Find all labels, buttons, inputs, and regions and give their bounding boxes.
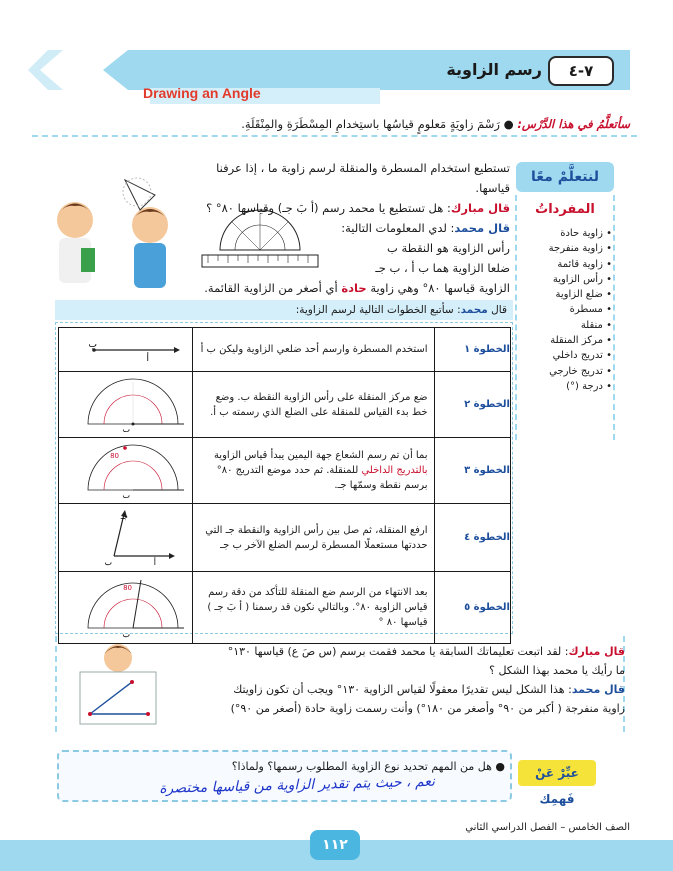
steps-header-text: : سأتبع الخطوات التالية لرسم الزاوية: [295, 304, 461, 316]
vocab-item: • ضلع الزاوية [520, 287, 612, 302]
step1-figure [74, 328, 192, 366]
express-tag: عبِّرْ عَنْ فَهمِك [518, 760, 596, 786]
intro-line [180, 198, 510, 218]
table-row [59, 572, 511, 644]
step-text-part: بما أن تم رسم الشعاع جهة اليمين يبدأ قياس الزاوية [213, 450, 428, 461]
label-80: 80 [109, 452, 119, 460]
intro-line [180, 218, 510, 238]
step4-figure [74, 504, 192, 566]
table-row [59, 328, 511, 372]
vocab-item: • درجة (°) [520, 379, 612, 394]
step5-figure [74, 572, 192, 638]
vocab-title: المفرداتُ [535, 202, 595, 217]
dialogue-line: ما رأيك يا محمد بهذا الشكل ؟ [489, 664, 625, 677]
step-text: ارفع المنقلة، ثم صل بين رأس الزاوية والنقطة جـ التي حددتها مستعملًا المسطرة لرسم الضلع الآخر ب جـ [192, 504, 434, 572]
intro-line: رأس الزاوية هو النقطة ب [387, 241, 510, 255]
step-text: بعد الانتهاء من الرسم ضع المنقلة للتأكد من دقة رسم قياس الزاوية ٨٠°. وبالتالي نكون قد رسمنا ( أ بَ جـ ) قياسها ٨٠ ° [192, 572, 434, 644]
step-figure [59, 438, 193, 504]
speaker-mubarak: قال مبارك [450, 201, 510, 215]
intro-line-text: : لدي المعلومات التالية: [341, 221, 455, 235]
inner-scale-term: بالتدريج الداخلي [361, 465, 428, 476]
objective-label: سأتعلَّمُ في هذا الدَّرْس: [517, 117, 630, 131]
steps-header-prefix: قال [491, 304, 507, 316]
step-text [192, 438, 434, 504]
speaker-mohamed: قال محمد [454, 221, 510, 235]
step-label: الخطوة ٤ [434, 504, 510, 572]
label-c: جـ [120, 512, 128, 521]
label-b: ب [122, 425, 130, 432]
step2-figure [74, 372, 192, 432]
step-figure [59, 504, 193, 572]
vocab-item: • زاوية منفرجة [520, 241, 612, 256]
step-text: استخدم المسطرة وارسم أحد ضلعي الزاوية وليكن ب أ [192, 328, 434, 372]
label-a: أ [146, 354, 149, 364]
label-b: ب [104, 558, 112, 566]
label-a: أ [153, 558, 156, 566]
vocab-item: • رأس الزاوية [520, 272, 612, 287]
express-question: ● هل من المهم تحديد نوع الزاوية المطلوب رسمها؟ ولماذا؟ [231, 760, 505, 773]
step-figure [59, 328, 193, 372]
table-row [59, 438, 511, 504]
boy-with-board-illustration [68, 640, 168, 728]
step-figure [59, 372, 193, 438]
header-chevrons [28, 50, 158, 90]
step-text-part: للمنقلة. ثم حدد موضع التدريج ٨٠° برسم نقطة وسمّها جـ. [216, 465, 428, 491]
lesson-title: رسم الزاوية [446, 60, 542, 79]
speaker-mohamed: محمد [460, 304, 488, 316]
footer-grade: الصف الخامس – الفصل الدراسي الثاني [465, 822, 630, 833]
divider [32, 135, 637, 137]
lesson-title-en: Drawing an Angle [143, 85, 261, 101]
vocab-list [520, 226, 612, 394]
dialogue-line-text: : لقد اتبعت تعليماتك السابقة يا محمد فقمت برسم (س صَ ع) قياسها ١٣٠° [227, 645, 569, 658]
step-label: الخطوة ٣ [434, 438, 510, 504]
step-text: ضع مركز المنقلة على رأس الزاوية النقطة ب. وضع خط بدء القياس للمنقلة على الضلع الذي رسمته ب أ. [192, 372, 434, 438]
vocab-item: • زاوية حادة [520, 226, 612, 241]
children-illustration [45, 160, 185, 295]
table-row [59, 372, 511, 438]
intro-text [180, 158, 510, 298]
step-label: الخطوة ٢ [434, 372, 510, 438]
label-b: ب [122, 491, 130, 498]
step-figure [59, 572, 193, 644]
intro-line-text: : هل تستطيع يا محمد رسم (أ بَ جـ) وقياسها ٨٠° ؟ [206, 201, 451, 215]
objective-text: ● رَسْمَ زاويَةٍ مَعلومٍ قياسُها باستِخدامِ المِسْطَرَةِ والمِنْقَلَةِ. [241, 117, 514, 131]
dialogue-text [175, 642, 625, 718]
label-80: 80 [122, 584, 132, 592]
table-row [59, 504, 511, 572]
step3-figure [74, 438, 192, 498]
page-number: ١١٢ [310, 830, 360, 860]
dialogue-line [175, 642, 625, 661]
learn-together-tag: لنتعلَّمْ معًا [516, 162, 614, 192]
vocab-item: • مركز المنقلة [520, 333, 612, 348]
step-label: الخطوة ٥ [434, 572, 510, 644]
speaker-mubarak: قال مبارك [568, 645, 625, 658]
vocab-item: • زاوية قائمة [520, 257, 612, 272]
step-label: الخطوة ١ [434, 328, 510, 372]
acute-word: حادة [341, 281, 367, 295]
vocab-item: • تدريج داخلي [520, 348, 612, 363]
intro-line: تستطيع استخدام المسطرة والمنقلة لرسم زاوية ما ، إذا عرفنا قياسها. [216, 161, 510, 195]
dialogue-line-text: : هذا الشكل ليس تقديرًا معقولًا لقياس الزاوية ١٣٠° ويجب أن تكون زاويتك [233, 683, 572, 696]
steps-header [55, 300, 513, 320]
vocab-item: • تدريج خارجي [520, 364, 612, 379]
label-b: ب [88, 340, 97, 350]
vocab-item: • منقلة [520, 318, 612, 333]
intro-line-text: أي أصغر من الزاوية القائمة. [204, 281, 338, 295]
lesson-number: ٧-٤ [548, 56, 614, 86]
express-handwritten-answer: نعم ، حيث يتم تقدير الزاوية من قياسها مختصرة [159, 773, 436, 797]
dialogue-line: زاوية منفرجة ( أكبر من ٩٠° وأصغر من ١٨٠°) وأنت رسمت زاوية حادة (أصغر من ٩٠°) [230, 702, 625, 715]
dialogue-line [175, 680, 625, 699]
intro-line [180, 278, 510, 298]
speaker-mohamed: قال محمد [571, 683, 625, 696]
label-b: ب [122, 630, 130, 638]
steps-table [58, 327, 511, 644]
intro-line: ضلعا الزاوية هما ب أ ، ب جـ [375, 261, 510, 275]
objective [40, 117, 630, 131]
intro-line-text: الزاوية قياسها ٨٠° وهي زاوية [370, 281, 510, 295]
vocab-item: • مسطرة [520, 302, 612, 317]
